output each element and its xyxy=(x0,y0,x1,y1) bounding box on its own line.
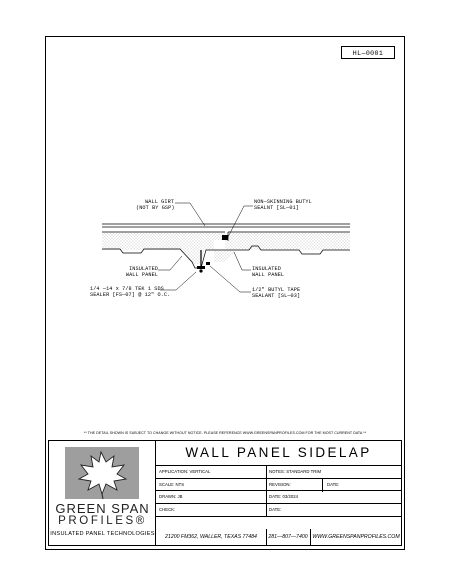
label-line: SEALANT [SL—03] xyxy=(252,293,301,300)
label-insulated-panel-left xyxy=(124,266,158,279)
drawn-field: DRAWN: JB xyxy=(159,494,183,500)
label-line: WALL PANEL xyxy=(125,272,158,279)
label-line: 1/4 —14 x 7/8 TEK 1 SDS xyxy=(90,286,164,292)
divider xyxy=(266,466,267,517)
logo-text-profiles: PROFILES® xyxy=(58,515,147,527)
label-line: SEALNT [SL—01] xyxy=(254,205,299,212)
disclaimer-note: ** THE DETAIL SHOWN IS SUBJECT TO CHANGE WITHOUT NOTICE. PLEASE REFERENCE WWW.GREENSPANPROFILES.COM FOR THE MOST CURRENT DATA ** xyxy=(83,431,367,435)
check-date-field: DATE: xyxy=(269,507,282,513)
row-application xyxy=(156,466,401,479)
revision-date-field: DATE: xyxy=(327,481,340,487)
label-wall-girt xyxy=(136,199,174,212)
label-line: INSULATED xyxy=(129,266,158,272)
title-block-footer xyxy=(156,529,401,545)
label-line: INSULATED xyxy=(252,266,281,272)
drawing-title: WALL PANEL SIDELAP xyxy=(156,441,401,466)
label-butyl-sealant xyxy=(254,199,312,212)
wall-girt xyxy=(102,224,350,227)
revision-field: REVISION: xyxy=(269,481,291,487)
label-fastener xyxy=(90,286,170,299)
notes-field: NOTES: STANDARD TRIM xyxy=(269,469,322,474)
title-block xyxy=(48,440,402,546)
application-field: APPLICATION: VERTICAL xyxy=(159,469,211,474)
logo-tagline: INSULATED PANEL TECHNOLOGIES xyxy=(50,531,155,537)
row-drawn xyxy=(156,491,401,504)
row-scale xyxy=(156,479,401,492)
label-line: SEALER [FS—07] @ 12" O.C. xyxy=(90,292,171,299)
leader-wall-girt xyxy=(175,203,205,226)
company-address: 21200 FM362, WALLER, TEXAS 77484 xyxy=(165,534,257,540)
divider xyxy=(322,479,323,492)
check-field: CHECK: xyxy=(159,507,176,513)
leader-panel-left xyxy=(158,256,182,270)
butyl-tape xyxy=(206,262,210,265)
company-phone: 281—807—7400 xyxy=(268,534,308,540)
label-line: WALL GIRT xyxy=(145,199,174,205)
scale-field: SCALE: NTS xyxy=(159,481,185,487)
label-insulated-panel-right xyxy=(252,266,284,279)
butyl-sealant-bead xyxy=(222,235,228,240)
drawing-id: HL—0001 xyxy=(341,46,395,59)
label-line: 1/2" BUTYL TAPE xyxy=(252,287,301,293)
title-block-info xyxy=(156,441,401,545)
logo-panel xyxy=(49,441,156,545)
label-line: NON—SKINNING BUTYL xyxy=(254,199,312,205)
label-line: WALL PANEL xyxy=(252,272,285,279)
insulated-panel-right xyxy=(214,232,350,262)
label-butyl-tape xyxy=(252,287,300,300)
logo-text-green-span: GREEN SPAN xyxy=(55,501,150,516)
leader-panel-right xyxy=(234,252,251,270)
label-line: (NOT BY GSP) xyxy=(136,205,175,212)
drawn-date-field: DATE: 03/2024 xyxy=(269,494,299,500)
company-website: WWW.GREENSPANPROFILES.COM xyxy=(312,534,400,540)
row-check xyxy=(156,504,401,517)
